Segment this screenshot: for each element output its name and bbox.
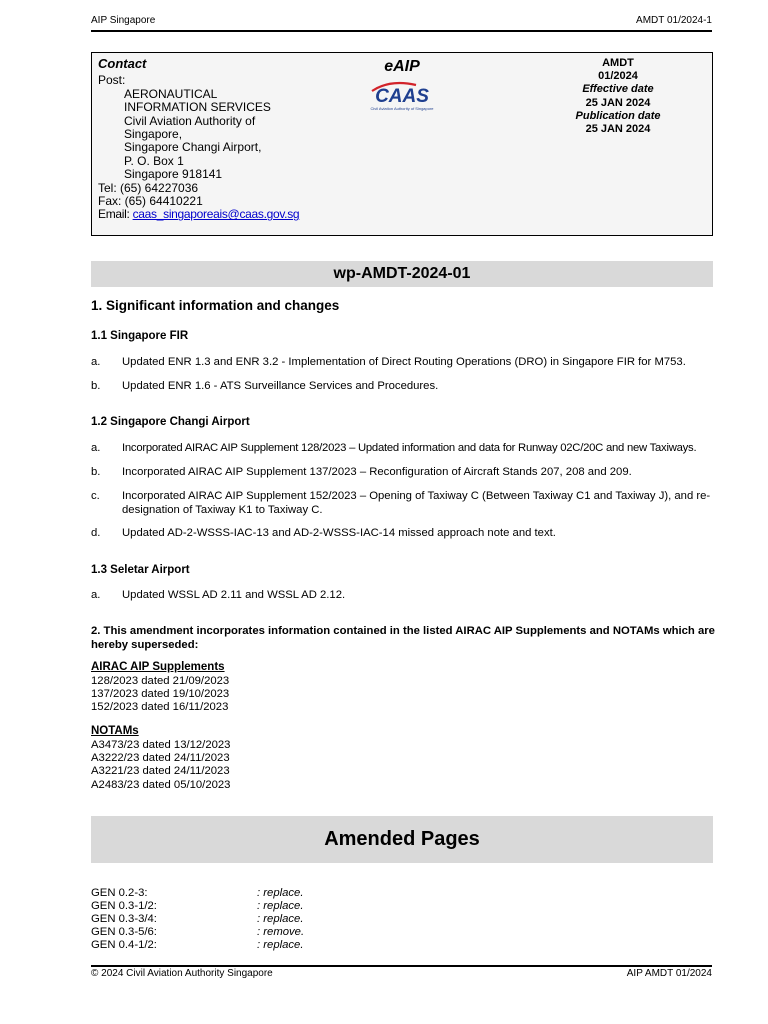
- list-text: Updated ENR 1.6 - ATS Surveillance Services and Procedures.: [122, 380, 439, 392]
- title-band: [91, 261, 713, 287]
- page-action: : replace.: [257, 913, 304, 925]
- amended-page-row: [91, 926, 391, 939]
- effective-label: Effective date: [582, 83, 654, 96]
- caas-logo-text: CAAS: [375, 86, 429, 107]
- amdt-number: 01/2024: [598, 70, 638, 83]
- eaip-title: eAIP: [384, 58, 420, 75]
- amended-page-row: [91, 900, 391, 913]
- supplements-list: [91, 661, 715, 715]
- notam-entry: A3221/23 dated 24/11/2023: [91, 765, 230, 778]
- notam-entry: A3222/23 dated 24/11/2023: [91, 751, 230, 764]
- list-marker: b.: [91, 380, 101, 392]
- page-header: [91, 14, 712, 32]
- address-line: P. O. Box 1: [124, 153, 184, 168]
- address-line: Singapore 918141: [124, 167, 223, 182]
- supplement-entry: 137/2023 dated 19/10/2023: [91, 687, 230, 700]
- notam-entry: A2483/23 dated 05/10/2023: [91, 778, 231, 791]
- list-item: [91, 589, 715, 603]
- address-line: INFORMATION SERVICES: [124, 100, 271, 115]
- effective-date: 25 JAN 2024: [585, 96, 651, 109]
- list-text: Updated WSSL AD 2.11 and WSSL AD 2.12.: [122, 589, 346, 601]
- amended-pages-band: [91, 816, 713, 863]
- list-text: Updated ENR 1.3 and ENR 3.2 - Implementation of Direct Routing Operations (DRO) in Singapore FIR for M753.: [122, 356, 686, 368]
- list-item: [91, 490, 715, 517]
- publication-date: 25 JAN 2024: [585, 123, 651, 136]
- document-title: wp-AMDT-2024-01: [333, 265, 471, 282]
- page-action: : replace.: [257, 887, 304, 899]
- list-marker: b.: [91, 466, 101, 478]
- list-item: [91, 442, 715, 456]
- email-label: Email:: [98, 207, 130, 222]
- list-marker: a.: [91, 442, 101, 454]
- caas-logo: [366, 78, 438, 112]
- list-text: Incorporated AIRAC AIP Supplement 137/2023 – Reconfiguration of Aircraft Stands 207, 208 and 209.: [122, 466, 632, 478]
- subsection-1-1-title: 1.1 Singapore FIR: [91, 330, 189, 342]
- address-line: AERONAUTICAL: [124, 86, 218, 101]
- section-1-title: 1. Significant information and changes: [91, 298, 340, 313]
- address-line: Singapore,: [124, 127, 183, 142]
- fax: Fax: (65) 64410221: [98, 194, 203, 209]
- footer-left: © 2024 Civil Aviation Authority Singapore: [91, 968, 273, 979]
- address-line: Civil Aviation Authority of: [124, 113, 256, 128]
- notam-entry: A3473/23 dated 13/12/2023: [91, 738, 231, 751]
- notams-list: [91, 725, 715, 792]
- contact-section: [98, 57, 358, 222]
- list-item: [91, 527, 715, 541]
- list-item: [91, 356, 715, 370]
- list-text: Incorporated AIRAC AIP Supplement 152/2023 – Opening of Taxiway C (Between Taxiway C1 and Taxiway J), and re-designation of Taxiway K1 to Taxiway C.: [122, 490, 711, 516]
- amended-pages-title: Amended Pages: [324, 828, 480, 850]
- page-ref: GEN 0.3-5/6:: [91, 926, 157, 938]
- list-item: [91, 380, 715, 394]
- notams-heading: NOTAMs: [91, 725, 139, 737]
- contact-box: [91, 52, 713, 236]
- post-label: Post:: [98, 73, 126, 88]
- list-text: Incorporated AIRAC AIP Supplement 128/2023 – Updated information and data for Runway 02C/20C and new Taxiways.: [122, 442, 697, 454]
- list-marker: a.: [91, 589, 101, 601]
- amended-page-row: [91, 913, 391, 926]
- header-left: AIP Singapore: [91, 15, 156, 26]
- page-footer: [91, 965, 712, 979]
- header-right: AMDT 01/2024-1: [636, 15, 712, 26]
- list-item: [91, 466, 715, 480]
- list-marker: d.: [91, 527, 101, 539]
- email-link[interactable]: caas_singaporeais@caas.gov.sg: [132, 207, 300, 222]
- subsection-1-2-title: 1.2 Singapore Changi Airport: [91, 416, 250, 428]
- page-ref: GEN 0.4-1/2:: [91, 939, 157, 951]
- amended-page-row: [91, 887, 391, 900]
- list-marker: a.: [91, 356, 101, 368]
- amdt-section: [560, 57, 676, 136]
- page-action: : replace.: [257, 939, 304, 951]
- page-action: : remove.: [257, 926, 305, 938]
- footer-right: AIP AMDT 01/2024: [626, 968, 712, 979]
- page-action: : replace.: [257, 900, 304, 912]
- amended-page-row: [91, 939, 391, 952]
- supplement-entry: 128/2023 dated 21/09/2023: [91, 674, 230, 687]
- address-line: Singapore Changi Airport,: [124, 140, 262, 155]
- contact-heading: Contact: [98, 56, 147, 71]
- page-ref: GEN 0.2-3:: [91, 887, 148, 899]
- list-marker: c.: [91, 490, 100, 502]
- page-ref: GEN 0.3-1/2:: [91, 900, 157, 912]
- supplements-heading: AIRAC AIP Supplements: [91, 661, 225, 673]
- eaip-section: [364, 58, 440, 112]
- email-row: [98, 208, 358, 221]
- tel: Tel: (65) 64227036: [98, 180, 199, 195]
- list-text: Updated AD-2-WSSS-IAC-13 and AD-2-WSSS-IAC-14 missed approach note and text.: [122, 527, 556, 539]
- page-ref: GEN 0.3-3/4:: [91, 913, 157, 925]
- amdt-label: AMDT: [602, 57, 634, 69]
- publication-label: Publication date: [575, 109, 661, 122]
- section-2-title: 2. This amendment incorporates information contained in the listed AIRAC AIP Supplements and NOTAMs which are hereby superseded:: [91, 625, 715, 651]
- supplement-entry: 152/2023 dated 16/11/2023: [91, 701, 229, 714]
- caas-logo-subtext: Civil Aviation Authority of Singapore: [370, 106, 434, 111]
- subsection-1-3-title: 1.3 Seletar Airport: [91, 564, 190, 576]
